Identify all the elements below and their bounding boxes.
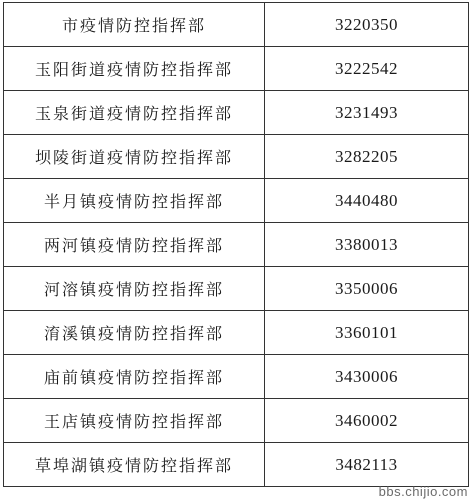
table-row: [4, 399, 469, 443]
table-row: [4, 267, 469, 311]
table-row: [4, 443, 469, 487]
site-watermark: bbs.chijio.com: [378, 484, 468, 499]
contact-table: [3, 2, 469, 487]
contact-table-body: [4, 3, 469, 487]
table-row: [4, 179, 469, 223]
phone-number-cell: 3231493: [265, 91, 469, 135]
unit-name-cell: 王店镇疫情防控指挥部: [4, 399, 265, 443]
unit-name-cell: 玉阳街道疫情防控指挥部: [4, 47, 265, 91]
unit-name-cell: 庙前镇疫情防控指挥部: [4, 355, 265, 399]
phone-number-cell: 3222542: [265, 47, 469, 91]
table-row: [4, 135, 469, 179]
phone-number-cell: 3360101: [265, 311, 469, 355]
unit-name-cell: 半月镇疫情防控指挥部: [4, 179, 265, 223]
phone-number-cell: 3282205: [265, 135, 469, 179]
unit-name-cell: 淯溪镇疫情防控指挥部: [4, 311, 265, 355]
phone-number-cell: 3460002: [265, 399, 469, 443]
table-row: [4, 47, 469, 91]
table-row: [4, 3, 469, 47]
phone-number-cell: 3430006: [265, 355, 469, 399]
unit-name-cell: 坝陵街道疫情防控指挥部: [4, 135, 265, 179]
unit-name-cell: 草埠湖镇疫情防控指挥部: [4, 443, 265, 487]
phone-number-cell: 3440480: [265, 179, 469, 223]
unit-name-cell: 市疫情防控指挥部: [4, 3, 265, 47]
phone-number-cell: 3380013: [265, 223, 469, 267]
phone-number-cell: 3482113: [265, 443, 469, 487]
table-row: [4, 91, 469, 135]
table-row: [4, 355, 469, 399]
table-row: [4, 223, 469, 267]
unit-name-cell: 玉泉街道疫情防控指挥部: [4, 91, 265, 135]
table-row: [4, 311, 469, 355]
phone-number-cell: 3350006: [265, 267, 469, 311]
unit-name-cell: 两河镇疫情防控指挥部: [4, 223, 265, 267]
unit-name-cell: 河溶镇疫情防控指挥部: [4, 267, 265, 311]
phone-number-cell: 3220350: [265, 3, 469, 47]
